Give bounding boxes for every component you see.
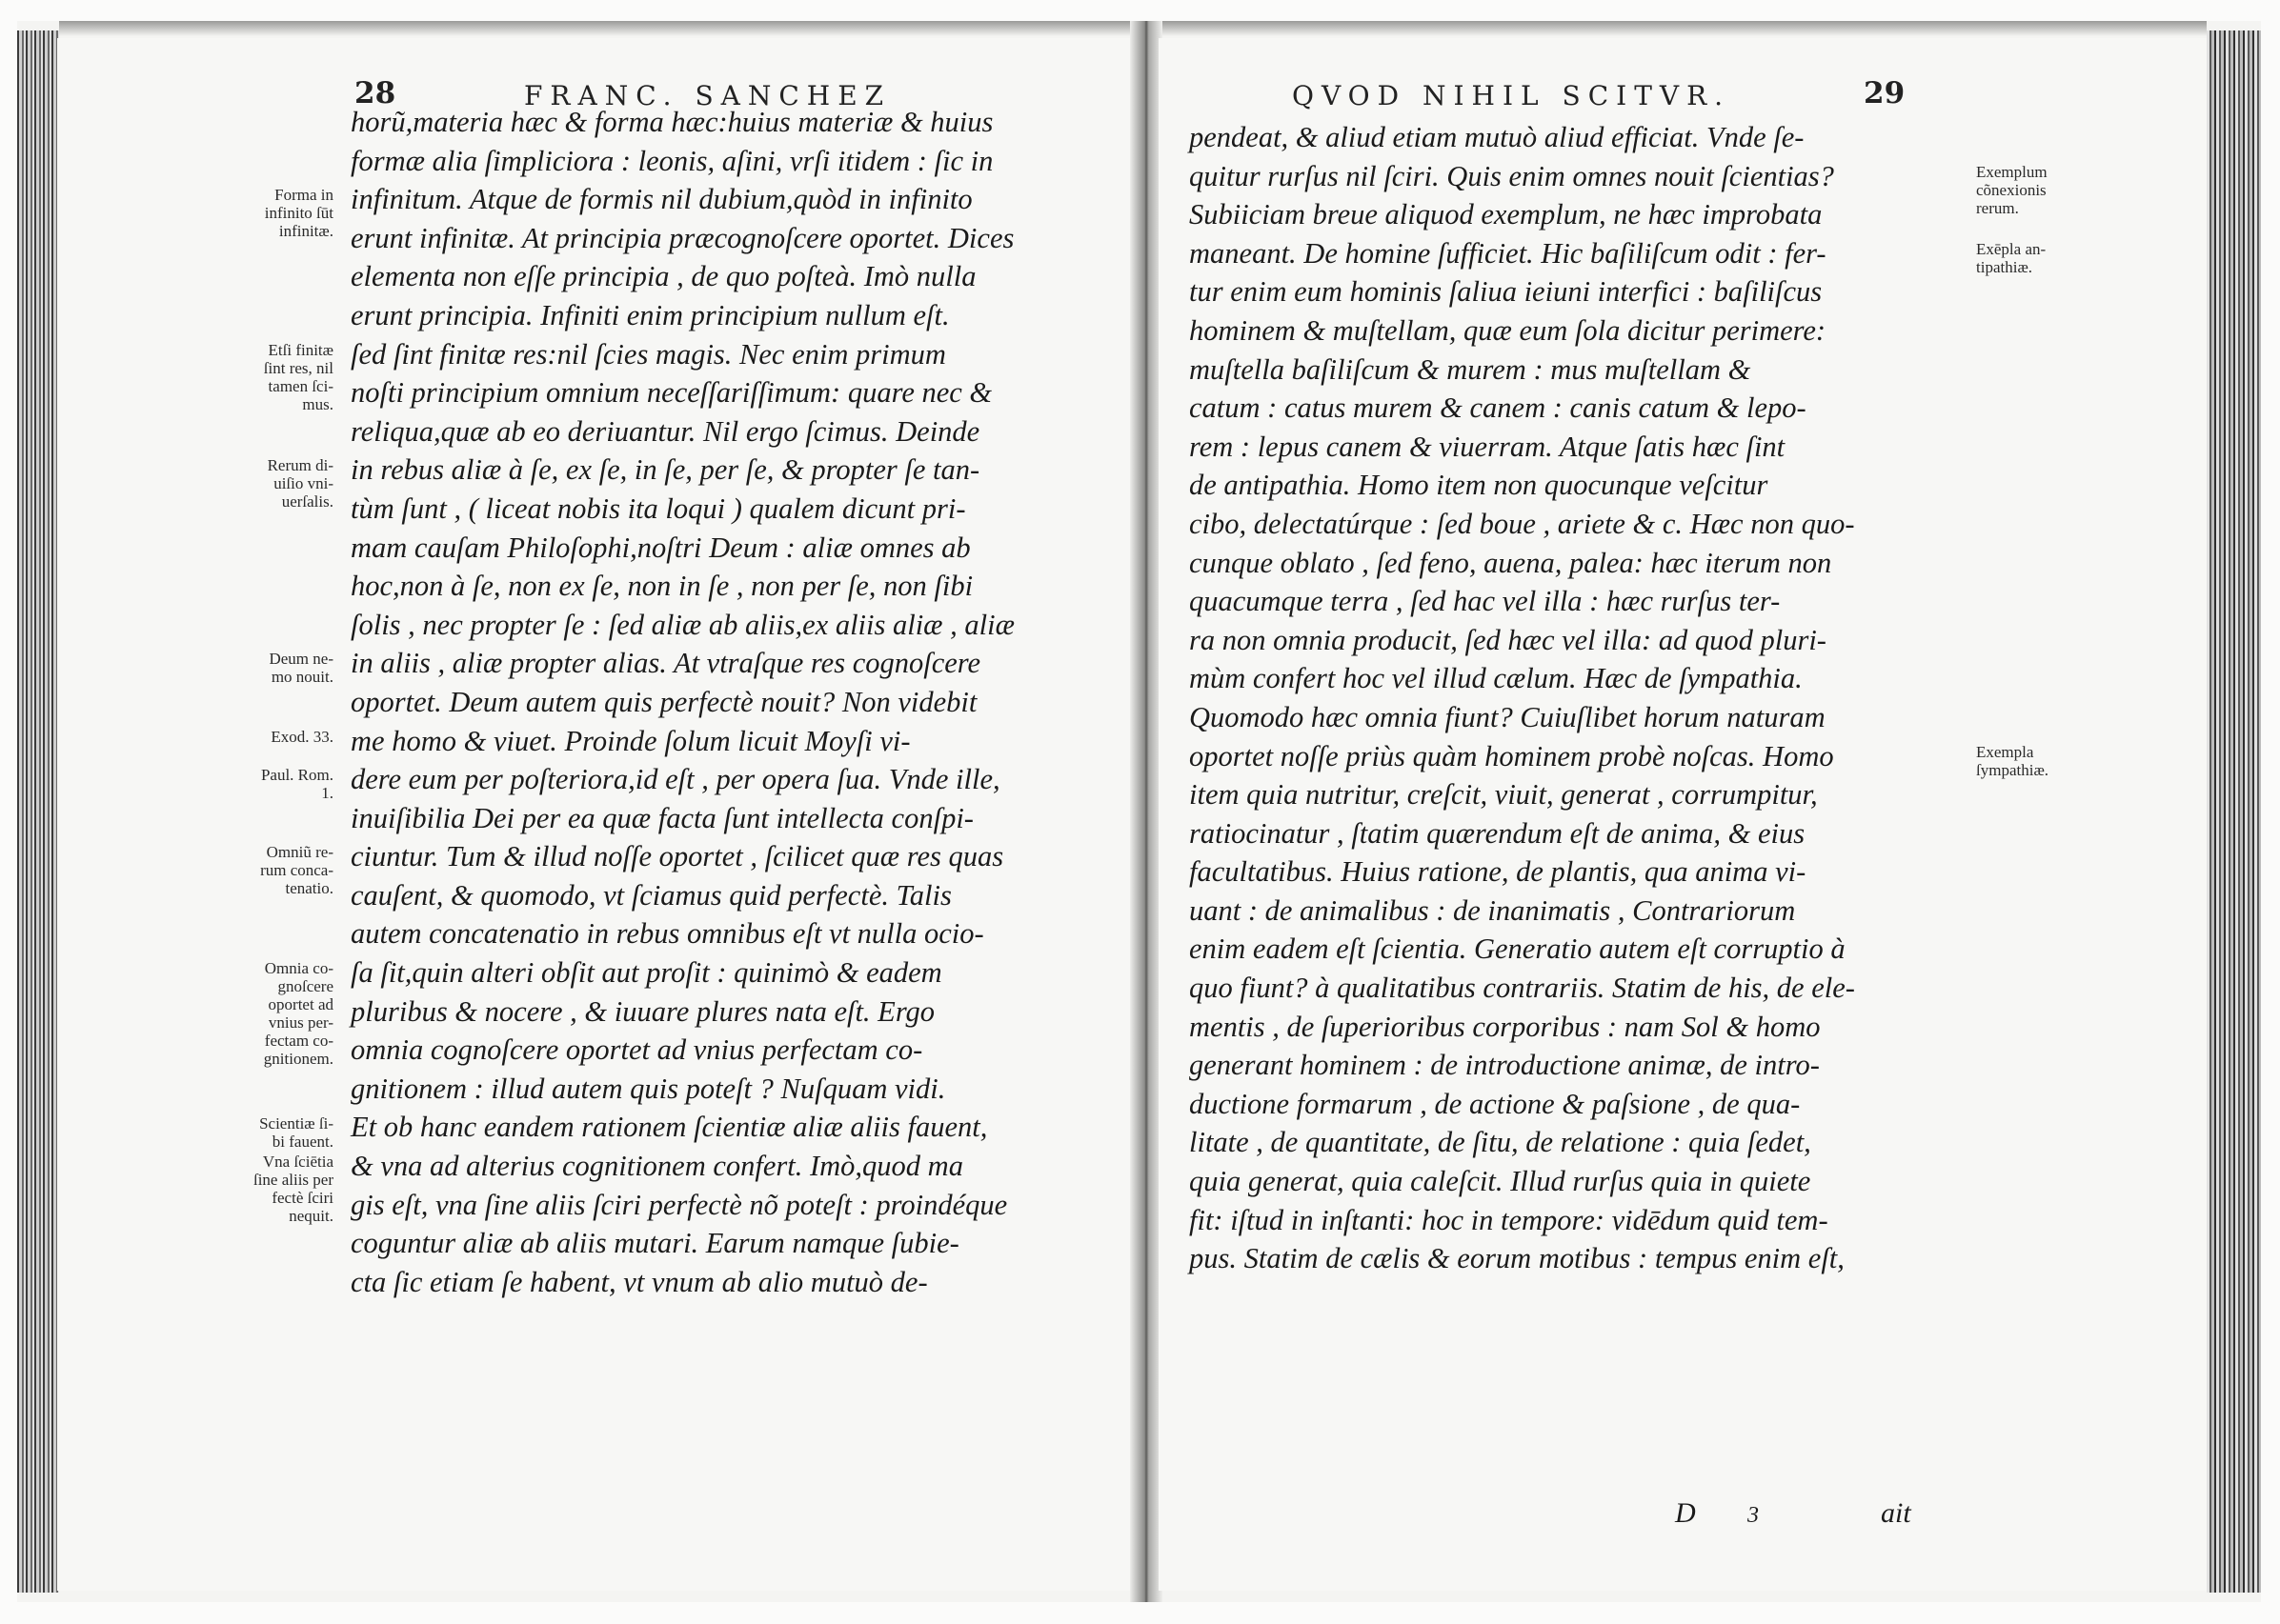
text-line: cibo, delectatúrque : ſed boue , ariete & c. Hæc non quo- [1189, 507, 1855, 540]
text-line: ſed ſint finitæ res:nil ſcies magis. Nec enim primum [351, 337, 946, 371]
text-line: catum : catus murem & canem : canis catum & lepo- [1189, 391, 1806, 425]
marginal-note [143, 341, 333, 413]
text-line: muſtella baſiliſcum & murem : mus muſtellam & [1189, 352, 1751, 386]
marginal-note [1976, 240, 2100, 276]
text-line: me homo & viuet. Proinde ſolum licuit Moyſi vi- [351, 724, 911, 757]
marginal-note-line: Scientiæ ſi- [259, 1113, 333, 1133]
marginal-note-line: Vna ſciētia [262, 1153, 333, 1172]
text-line: Subiiciam breue aliquod exemplum, ne hæc improbata [1189, 198, 1823, 231]
text-line: de antipathia. Homo item non quocunque veſcitur [1189, 469, 1768, 502]
text-line: hoc,non à ſe, non ex ſe, non in ſe , non per ſe, non ſibi [351, 570, 974, 603]
marginal-note-line: uerſalis. [281, 492, 333, 511]
marginal-note-line: Rerum di- [267, 456, 333, 475]
text-line: infinitum. Atque de formis nil dubium,quòd in infinito [351, 183, 973, 216]
marginal-note-line: Omniũ re- [266, 843, 333, 862]
marginal-note-line: ſine aliis per [252, 1171, 333, 1190]
marginal-note [143, 843, 333, 897]
text-line: cta ſic etiam ſe habent, vt vnum ab alio mutuò de- [351, 1265, 928, 1298]
right-page-number: 29 [1864, 76, 1906, 110]
marginal-note-line: cõnexionis [1976, 180, 2047, 199]
text-line: pus. Statim de cælis & eorum motibus : tempus enim eſt, [1189, 1242, 1845, 1275]
text-line: autem concatenatio in rebus omnibus eſt vt nulla ocio- [351, 917, 984, 951]
text-line: quia generat, quia caleſcit. Illud rurſus quia in quiete [1189, 1165, 1811, 1198]
left-page-edges [17, 30, 59, 1593]
text-line: pendeat, & aliud etiam mutuò aliud efficiat. Vnde ſe- [1189, 121, 1805, 153]
marginal-note [143, 456, 333, 511]
text-line: formæ alia ſimpliciora : leonis, aſini, vrſi itidem : ſic in [351, 144, 994, 177]
marginal-note-line: Exemplum [1976, 162, 2048, 181]
left-body-text [351, 103, 1015, 1301]
text-line: pluribus & nocere , & iuuare plures nata eſt. Ergo [351, 994, 936, 1028]
marginal-note-line: rerum. [1976, 198, 2019, 217]
text-line: gis eſt, vna ſine aliis ſciri perfectè nõ poteſt : proindéque [351, 1188, 1008, 1221]
marginal-note [143, 728, 333, 746]
text-line: mam cauſam Philoſophi,noſtri Deum : aliæ omnes ab [351, 531, 971, 564]
text-line: ratiocinatur , ſtatim quærendum eſt de anima, & eius [1189, 816, 1806, 850]
left-running-head: FRANC. SANCHEZ [524, 80, 892, 111]
text-line: Quomodo hæc omnia fiunt? Cuiuſlibet horum naturam [1189, 700, 1826, 733]
marginal-note-line: gnitionem. [263, 1050, 333, 1069]
text-line: generant hominem : de introductione animæ, de intro- [1189, 1049, 1820, 1082]
marginal-note-line: Paul. Rom. [260, 766, 333, 785]
marginal-note [143, 1114, 333, 1151]
text-line: oportet. Deum autem quis perfectè nouit? Non videbit [351, 685, 978, 718]
marginal-note [1976, 163, 2100, 217]
marginal-note-line: uiſio vni- [273, 474, 333, 493]
text-line: mùm confert hoc vel illud cælum. Hæc de ſympathia. [1189, 662, 1803, 695]
text-line: litate , de quantitate, de ſitu, de relatione : quia ſedet, [1189, 1126, 1811, 1159]
signature-mark: D [1675, 1497, 1696, 1529]
marginal-note-line: tipathiæ. [1976, 257, 2033, 276]
text-line: enim eadem eſt ſcientia. Generatio autem eſt corruptio à [1189, 932, 1846, 966]
marginal-note [143, 186, 333, 240]
marginal-note-line: ſympathiæ. [1976, 760, 2049, 779]
text-line: mentis , de ſuperioribus corporibus : nam Sol & homo [1189, 1010, 1821, 1043]
marginal-note-line: 1. [321, 784, 333, 803]
right-page [1159, 38, 2207, 1591]
text-line: cauſent, & quomodo, vt ſciamus quid perfectè. Talis [351, 878, 952, 912]
marginal-note [143, 1153, 333, 1225]
text-line: reliqua,quæ ab eo deriuantur. Nil ergo ſcimus. Deinde [351, 414, 980, 448]
text-line: tùm ſunt , ( liceat nobis ita loqui ) qualem dicunt pri- [351, 491, 966, 525]
text-line: ciuntur. Tum & illud noſſe oportet , ſcilicet quæ res quas [351, 840, 1004, 873]
text-line: quo fiunt? à qualitatibus contrariis. Statim de his, de ele- [1189, 972, 1855, 1005]
text-line: coguntur aliæ ab aliis mutari. Earum namque ſubie- [351, 1227, 959, 1260]
text-line: omnia cognoſcere oportet ad vnius perfectam co- [351, 1033, 923, 1067]
text-line: facultatibus. Huius ratione, de plantis, qua anima vi- [1189, 855, 1806, 889]
marginal-note-line: Exempla [1976, 742, 2034, 761]
text-line: & vna ad alterius cognitionem confert. Imò,quod ma [351, 1150, 963, 1183]
marginal-note-line: tamen ſci- [268, 376, 333, 395]
marginal-note-line: bi fauent. [272, 1132, 333, 1151]
text-line: in rebus aliæ à ſe, ex ſe, in ſe, per ſe, & propter ſe tan- [351, 453, 980, 487]
marginal-note-line: Exod. 33. [271, 727, 333, 746]
text-line: erunt infinitæ. At principia præcognoſcere oportet. Dices [351, 221, 1015, 254]
marginal-note-line: gnoſcere [277, 977, 333, 996]
left-page-number: 28 [354, 76, 396, 110]
marginal-note-line: infinitæ. [278, 222, 333, 241]
marginal-note [143, 766, 333, 802]
marginal-note-line: ſint res, nil [263, 358, 333, 377]
text-line: ductione formarum , de actione & paſsione , de qua- [1189, 1087, 1801, 1120]
text-line: item quia nutritur, creſcit, viuit, generat , corrumpitur, [1189, 778, 1818, 812]
marginal-note-line: mus. [302, 394, 333, 413]
marginal-note-line: Omnia co- [264, 959, 333, 978]
text-line: hominem & muſtellam, quæ eum ſola dicitur perimere: [1189, 313, 1826, 347]
marginal-note-line: nequit. [289, 1207, 333, 1226]
text-line: quacumque terra , ſed hac vel illa : hæc rurſus ter- [1189, 585, 1781, 618]
text-line: noſti principium omnium neceſſariſſimum: quare nec & [351, 376, 993, 410]
marginal-note-line: oportet ad [268, 995, 333, 1014]
marginal-note-line: rum conca- [260, 861, 333, 880]
left-page [57, 38, 1132, 1591]
text-line: tur enim eum hominis ſaliua ieiuni interfici : baſiliſcus [1189, 275, 1823, 309]
marginal-note-line: fectè ſciri [272, 1189, 333, 1208]
marginal-note-line: fectam co- [264, 1032, 333, 1051]
marginal-note-line: infinito ſūt [264, 204, 333, 223]
text-line: ſolis , nec propter ſe : ſed aliæ ab aliis,ex aliis aliæ , aliæ [351, 608, 1015, 641]
marginal-note [1976, 743, 2100, 779]
text-line: quitur rurſus nil ſciri. Quis enim omnes nouit ſcientias? [1189, 159, 1834, 192]
catchword: ait [1881, 1497, 1911, 1529]
book-spread [17, 21, 2261, 1602]
text-line: erunt principia. Infiniti enim principium nullum eſt. [351, 298, 950, 331]
text-line: Et ob hanc eandem rationem ſcientiæ aliæ aliis fauent, [351, 1111, 988, 1144]
text-line: uant : de animalibus : de inanimatis , Contrariorum [1189, 893, 1796, 927]
text-line: inuiſibilia Dei per ea quæ facta ſunt intellecta conſpi- [351, 801, 974, 834]
text-line: ra non omnia producit, ſed hæc vel illa: ad quod pluri- [1189, 623, 1826, 656]
right-page-edges [2207, 30, 2261, 1593]
marginal-note-line: Forma in [274, 186, 333, 205]
book-gutter [1130, 21, 1162, 1602]
marginal-note-line: Etſi finitæ [268, 340, 333, 359]
text-line: maneant. De homine ſufficiet. Hic baſiliſcum odit : fer- [1189, 236, 1826, 270]
marginal-note-line: Exēpla an- [1976, 239, 2047, 258]
marginal-note [143, 959, 333, 1068]
text-line: fit: iſtud in inſtanti: hoc in tempore: vidēdum quid tem- [1189, 1203, 1828, 1236]
marginal-note-line: Deum ne- [269, 650, 333, 669]
text-line: ſa ſit,quin alteri obſit aut proſit : quinimò & eadem [351, 956, 942, 990]
right-body-text [1189, 118, 1855, 1278]
text-line: oportet noſſe priùs quàm hominem probè noſcas. Homo [1189, 739, 1834, 772]
text-line: horũ,materia hæc & forma hæc:huius materiæ & huius [351, 106, 994, 138]
text-line: gnitionem : illud autem quis poteſt ? Nuſquam vidi. [351, 1072, 946, 1105]
marginal-note [143, 650, 333, 686]
text-line: rem : lepus canem & viuerram. Atque ſatis hæc ſint [1189, 430, 1786, 463]
right-running-head: QVOD NIHIL SCITVR. [1292, 80, 1731, 111]
marginal-note-line: mo nouit. [271, 668, 333, 687]
text-line: cunque oblato , ſed feno, auena, palea: hæc iterum non [1189, 546, 1832, 579]
text-line: dere eum per poſteriora,id eſt , per opera ſua. Vnde ille, [351, 763, 1000, 796]
marginal-note-line: tenatio. [285, 879, 333, 898]
text-line: elementa non eſſe principia , de quo poſteà. Imò nulla [351, 260, 977, 293]
marginal-note-line: vnius per- [268, 1013, 333, 1033]
text-line: in aliis , aliæ propter alias. At vtraſque res cognoſcere [351, 647, 981, 680]
signature-number: 3 [1747, 1503, 1759, 1528]
